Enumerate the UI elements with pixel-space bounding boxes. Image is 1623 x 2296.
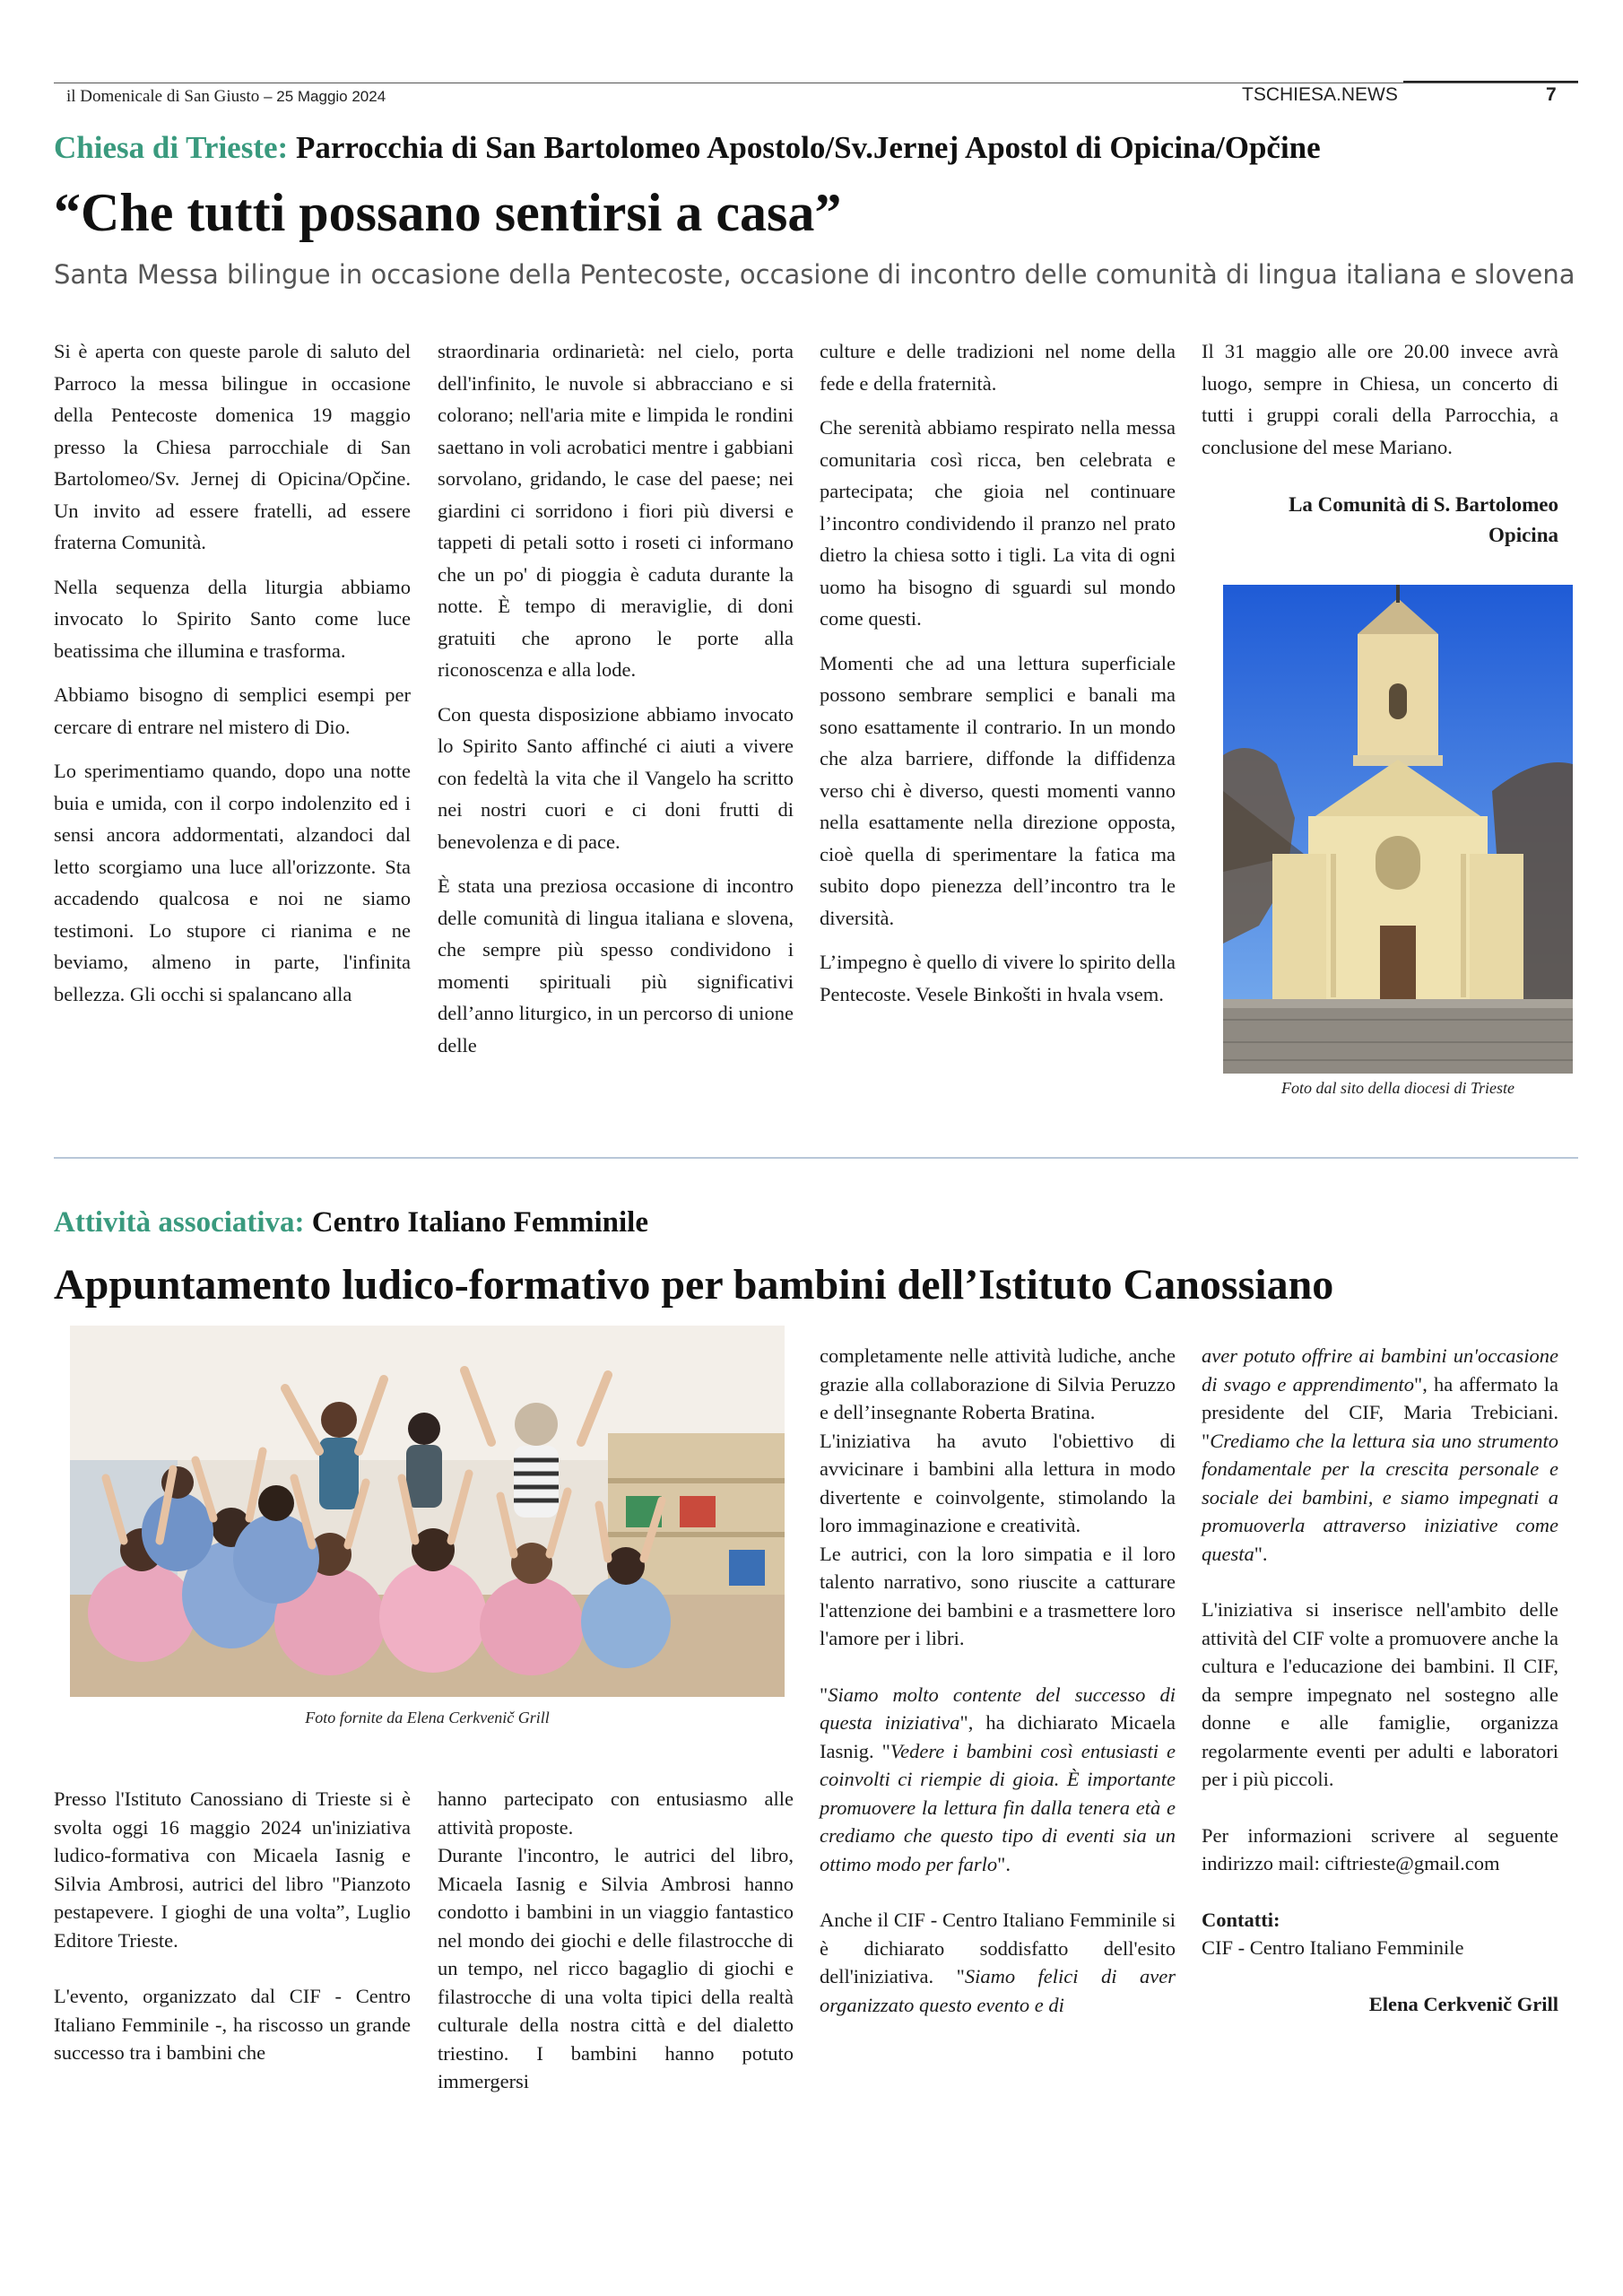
- article1-kicker-sub: Parrocchia di San Bartolomeo Apostolo/Sv.Jernej Apostol di Opicina/Opčine: [295, 130, 1321, 165]
- children-photo: [70, 1326, 785, 1697]
- paragraph: culture e delle tradizioni nel nome della fede e della fraternità.: [820, 340, 1176, 395]
- article2-column-3: [820, 1342, 1176, 2019]
- article2-column-1: [54, 1785, 411, 2080]
- article2-signature: Elena Cerkvenič Grill: [1368, 1992, 1558, 2015]
- header-publication: [66, 87, 386, 107]
- publication-date: – 25 Maggio 2024: [264, 88, 386, 105]
- contact-paragraph: [1202, 1822, 1558, 1878]
- paragraph: Nella sequenza della liturgia abbiamo invocato lo Spirito Santo come luce beatissima che illumina e trasforma.: [54, 575, 411, 662]
- article1-signature: [1202, 490, 1558, 551]
- children-photo-caption: Foto fornite da Elena Cerkvenič Grill: [305, 1709, 550, 1726]
- email-link[interactable]: ciftrieste@gmail.com: [1324, 1852, 1500, 1874]
- paragraph: Abbiamo bisogno di semplici esempi per cercare di entrare nel mistero di Dio.: [54, 683, 411, 738]
- paragraph: Che serenità abbiamo respirato nella messa comunitaria così ricca, ben celebrata e partecipata; che gioia nel continuare l’incontro condividendo il pranzo nel prato dietro la chiesa sotto i tigli. La vita di ogni uomo ha bisogno di sguardi sul mondo come questi.: [820, 416, 1176, 630]
- quote-text: Vedere i bambini così entusiasti e coinvolti ci riempie di gioia. È importante promuovere la lettura fin dalla tenera età e crediamo che questo tipo di eventi sia un ottimo modo per farlo: [820, 1739, 1176, 1875]
- paragraph: Presso l'Istituto Canossiano di Trieste si è svolta oggi 16 maggio 2024 un'iniziativa ludico-formativa con Micaela Iasnig e Silvia Ambrosi, autrici del libro "Pianzoto pestapevere. I gioghi de una volta”, Luglio Editore Trieste.: [54, 1787, 411, 1952]
- quote-paragraph: [820, 1681, 1176, 1879]
- paragraph: Con questa disposizione abbiamo invocato lo Spirito Santo affinché ci aiuti a vivere con fedeltà la vita che il Vangelo ha scritto nei nostri cuori e ci doni frutti di benevolenza e di pace.: [438, 702, 794, 853]
- quote-text: Siamo felici di aver organizzato questo evento e di: [820, 1965, 1176, 2016]
- paragraph: L’impegno è quello di vivere lo spirito della Pentecoste. Vesele Binkošti in hvala vsem.: [820, 951, 1176, 1005]
- article2-title: Appuntamento ludico-formativo per bambini dell’Istituto Canossiano: [54, 1261, 1334, 1309]
- publication-name: il Domenicale di San Giusto: [66, 87, 260, 106]
- paragraph: Lo sperimentiamo quando, dopo una notte buia e umida, con il corpo indolenzito ed i sensi ancora addormentati, alzandoci dal letto scorgiamo una luce all'orizzonte. Sta accadendo qualcosa e noi ne siamo testimoni. Lo stupore ci rianima e ne beviamo, almeno in parte, l'infinita bellezza. Gli occhi si spalancano alla: [54, 760, 411, 1005]
- header-rule-accent: [1403, 81, 1578, 83]
- page-number: 7: [1546, 84, 1557, 105]
- article2-kicker-tag: Attività associativa:: [54, 1206, 305, 1239]
- contacts-label: Contatti:: [1202, 1908, 1280, 1931]
- paragraph: [820, 1906, 1176, 2019]
- contact-text: Per informazioni scrivere al seguente indirizzo mail:: [1202, 1823, 1558, 1874]
- paragraph: L'evento, organizzato dal CIF - Centro Italiano Femminile -, ha riscosso un grande successo tra i bambini che: [54, 1985, 411, 2064]
- quote-paragraph: [1202, 1342, 1558, 1568]
- paragraph: È stata una preziosa occasione di incontro delle comunità di lingua italiana e slovena, che sempre più spesso condividono i momenti spirituali più significativi dell’anno liturgico, in un percorso di unione delle: [438, 874, 794, 1057]
- paragraph-text: Anche il CIF - Centro Italiano Femminile si è dichiarato soddisfatto dell'esito dell'iniziativa. ": [820, 1909, 1176, 1987]
- quote-text: Crediamo che la lettura sia uno strumento fondamentale per la crescita personale e sociale dei bambini, e siamo impegnati a promuoverla attraverso iniziative come questa: [1202, 1429, 1558, 1565]
- article1-column-3: [820, 335, 1176, 1022]
- church-illustration: [1223, 585, 1573, 1074]
- article1-column-4: [1202, 335, 1558, 475]
- section-divider: [54, 1157, 1578, 1159]
- children-illustration: [70, 1326, 785, 1697]
- quote-mark: ".: [997, 1852, 1011, 1875]
- paragraph: Le autrici, con la loro simpatia e il loro talento narrativo, sono riuscite a catturare l'attenzione dei bambini e a trasmettere loro l'amore per i libri.: [820, 1542, 1176, 1649]
- article2-column-2: [438, 1785, 794, 2096]
- quote-mark: ".: [1254, 1542, 1268, 1565]
- signature-line-2: Opicina: [1488, 524, 1558, 546]
- quote-attribution: ", ha dichiarato Micaela Iasnig. ": [820, 1711, 1176, 1762]
- header-site: TSCHIESA.NEWS: [1242, 84, 1398, 105]
- quote-attribution: ", ha affermato la presidente del CIF, Maria Trebiciani. ": [1202, 1372, 1558, 1452]
- article1-kicker: [54, 130, 1321, 166]
- article1-kicker-tag: Chiesa di Trieste:: [54, 130, 289, 165]
- article1-subtitle: Santa Messa bilingue in occasione della Pentecoste, occasione di incontro delle comunità di lingua italiana e slovena: [54, 259, 1575, 290]
- article2-kicker: [54, 1206, 648, 1239]
- quote-mark: ": [820, 1683, 829, 1706]
- article1-column-2: [438, 335, 794, 1074]
- article2-kicker-sub: Centro Italiano Femminile: [311, 1206, 648, 1239]
- paragraph: hanno partecipato con entusiasmo alle attività proposte.: [438, 1787, 794, 1839]
- church-photo: [1223, 585, 1573, 1074]
- paragraph: L'iniziativa si inserisce nell'ambito delle attività del CIF volte a promuovere anche la cultura e l'educazione dei bambini. Il CIF, da sempre impegnato nel sostegno alle donne e alle famiglie, organizza regolarmente eventi per adulti e laboratori per i più piccoli.: [1202, 1598, 1558, 1790]
- paragraph: Durante l'incontro, le autrici del libro, Micaela Iasnig e Silvia Ambrosi hanno condotto i bambini in un viaggio fantastico nel mondo dei giochi e delle filastrocche di un tempo, nel ricco bagaglio di giochi e filastrocche di una volta tipici della realtà culturale della nostra città e del dialetto triestino. I bambini hanno potuto immergersi: [438, 1844, 794, 2092]
- quote-text: aver potuto offrire ai bambini un'occasione di svago e apprendimento: [1202, 1344, 1558, 1396]
- paragraph: straordinaria ordinarietà: nel cielo, porta dell'infinito, le nuvole si abbracciano e si colorano; nell'aria mite e limpida le rondini saettano in voli acrobatici mentre i gabbiani sorvolano, gridando, le case del paese; nei giardini ci sorridono i fiori più diversi e tappeti di petali sotto i roseti ci informano che un po' di pioggia è caduta durante la notte. È tempo di meraviglie, di doni gratuiti che aprono le porte alla riconoscenza e alla lode.: [438, 340, 794, 681]
- paragraph: L'iniziativa ha avuto l'obiettivo di avvicinare i bambini alla lettura in modo divertente e coinvolgente, stimolando la loro immaginazione e creatività.: [820, 1429, 1176, 1536]
- paragraph: Si è aperta con queste parole di saluto del Parroco la messa bilingue in occasione della Pentecoste domenica 19 maggio presso la Chiesa parrocchiale di San Bartolomeo/Sv. Jernej di Opicina/Opčine. Un invito ad essere fratelli, ad essere fraterna Comunità.: [54, 340, 411, 553]
- signature-line-1: La Comunità di S. Bartolomeo: [1289, 493, 1558, 516]
- quote-text: Siamo molto contente del successo di questa iniziativa: [820, 1683, 1176, 1734]
- paragraph: completamente nelle attività ludiche, anche grazie alla collaborazione di Silvia Peruzzo e dell’insegnante Roberta Bratina.: [820, 1344, 1176, 1423]
- article1-title: “Che tutti possano sentirsi a casa”: [54, 183, 842, 242]
- article2-column-4: [1202, 1342, 1558, 2018]
- church-photo-caption: Foto dal sito della diocesi di Trieste: [1281, 1079, 1515, 1097]
- article1-column-1: [54, 335, 411, 1022]
- contacts-value: CIF - Centro Italiano Femminile: [1202, 1936, 1464, 1959]
- paragraph: Momenti che ad una lettura superficiale possono sembrare semplici e banali ma sono esattamente il contrario. In un mondo che alza barriere, diffonde la diffidenza verso chi è diverso, questi momenti vanno nella esattamente nella direzione opposta, cioè quella di sperimentare la fatica ma subito dopo pienezza dell’incontro tra le diversità.: [820, 651, 1176, 929]
- paragraph: Il 31 maggio alle ore 20.00 invece avrà luogo, sempre in Chiesa, un concerto di tutti i gruppi corali della Parrocchia, a conclusione del mese Mariano.: [1202, 340, 1558, 458]
